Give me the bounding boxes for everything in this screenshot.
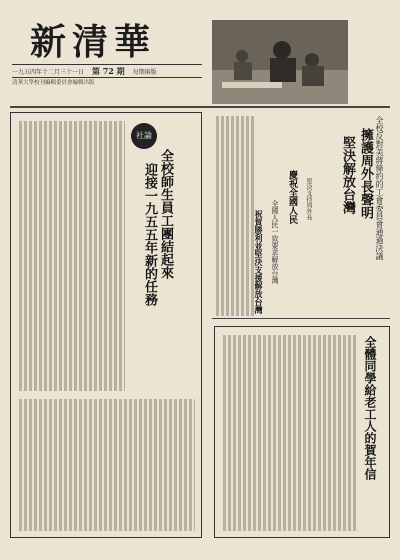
issue-number: 第 72 期: [91, 66, 125, 76]
dateline: [12, 64, 202, 78]
divider: [10, 106, 390, 108]
photo-image: [212, 20, 348, 104]
headline-3: 慶祝全國人民: [287, 170, 297, 224]
issue-note: 每期兩版: [132, 69, 157, 76]
editorial-box: [10, 112, 202, 538]
headline-2: 堅決解放台灣: [340, 136, 355, 214]
editorial-badge: 社論: [131, 123, 157, 149]
headline-kicker: 全校反對美蔣條約的工會委員會通過決議: [375, 116, 384, 260]
editorial-title-2: 迎接一九五五年新的任務: [142, 163, 157, 306]
masthead-title: 新清華: [30, 21, 157, 63]
front-photo: [212, 20, 348, 104]
editorial-body: [17, 121, 125, 391]
divider-right: [212, 318, 390, 319]
publisher-line: 清華大學校刊編輯委員會編輯出版: [12, 80, 95, 86]
headline-1: 擁護周外長聲明: [358, 128, 373, 219]
letter-body: [221, 335, 357, 531]
article-body-right: [214, 116, 254, 316]
headline-4: 全國人民一致要求解放台灣: [271, 200, 279, 284]
headline-5: 祝賀勝利並堅決支援解放台灣: [254, 210, 264, 314]
letter-headline: 全體同學給老工人的賀年信: [363, 336, 377, 480]
masthead: [10, 14, 198, 62]
editorial-body-lower: [17, 399, 195, 531]
headline-3-sub: 堅決支持周外長: [305, 178, 312, 220]
issue-date: 一九五四年十二月三十一日: [12, 69, 85, 76]
editorial-title-1: 全校師生員工團結起來: [158, 149, 173, 279]
